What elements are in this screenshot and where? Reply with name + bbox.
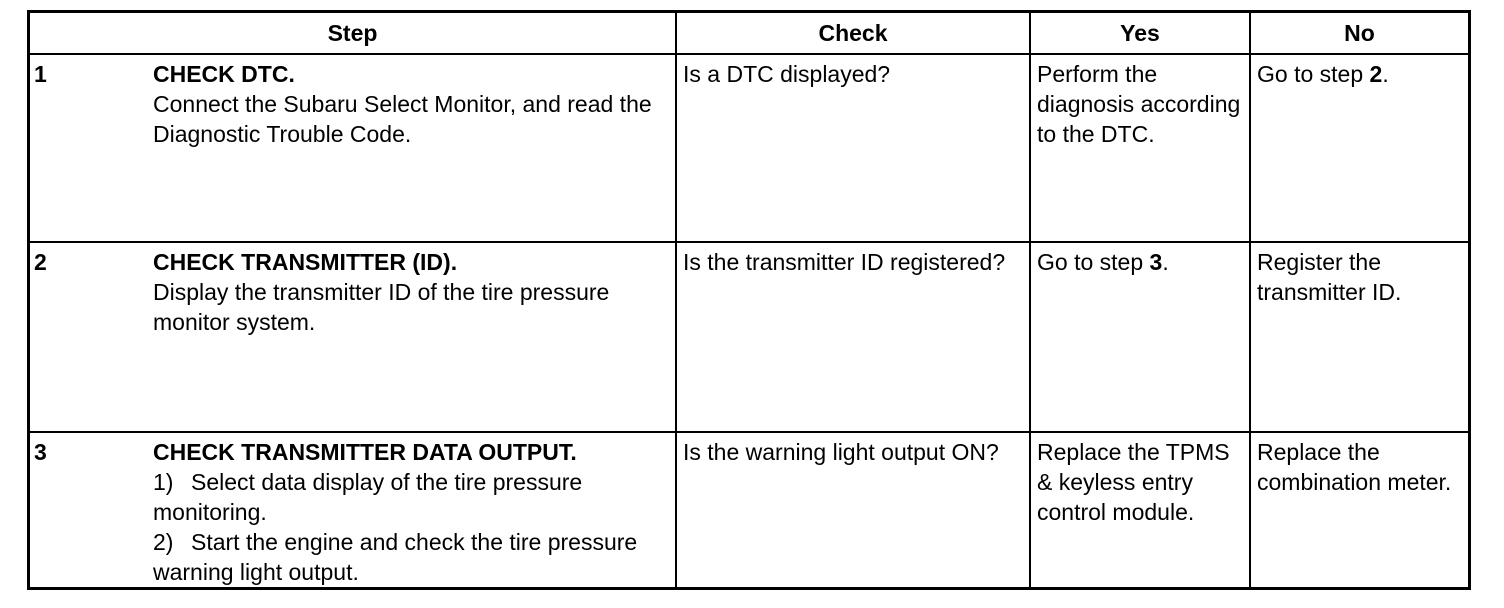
diagnostic-table-frame <box>27 10 1471 590</box>
yes-cell: Replace the TPMS & keyless entry control module. <box>1030 432 1250 588</box>
step-description: Display the transmitter ID of the tire pressure monitor system. <box>153 279 610 335</box>
sub-step-text: Start the engine and check the tire pressure warning light output. <box>153 529 638 585</box>
step-reference: 2 <box>1369 61 1383 87</box>
check-cell: Is the warning light output ON? <box>676 432 1030 588</box>
no-cell <box>1250 54 1468 242</box>
header-yes: Yes <box>1030 13 1250 54</box>
no-cell: Register the transmitter ID. <box>1250 242 1468 432</box>
yes-cell <box>1030 242 1250 432</box>
sub-step <box>153 527 669 587</box>
table-row <box>30 432 1468 588</box>
no-text: Go to step <box>1257 61 1370 87</box>
step-number: 1 <box>34 61 47 87</box>
check-cell: Is a DTC displayed? <box>676 54 1030 242</box>
no-text-suffix: . <box>1382 61 1389 87</box>
diagnostic-table <box>30 13 1468 588</box>
yes-text-suffix: . <box>1162 249 1169 275</box>
step-cell <box>30 432 676 588</box>
check-cell: Is the transmitter ID registered? <box>676 242 1030 432</box>
table-row <box>30 242 1468 432</box>
header-check: Check <box>676 13 1030 54</box>
sub-step-number: 1) <box>153 469 174 495</box>
no-cell: Replace the combination meter. <box>1250 432 1468 588</box>
step-description: Connect the Subaru Select Monitor, and read the Diagnostic Trouble Code. <box>153 91 652 147</box>
step-title: CHECK TRANSMITTER (ID). <box>153 249 458 275</box>
header-step: Step <box>30 13 676 54</box>
sub-step-text: Select data display of the tire pressure monitoring. <box>153 469 583 525</box>
step-number: 2 <box>34 249 47 275</box>
step-cell <box>30 242 676 432</box>
table-row <box>30 54 1468 242</box>
step-cell <box>30 54 676 242</box>
table-header-row <box>30 13 1468 54</box>
yes-text: Go to step <box>1037 249 1150 275</box>
step-title: CHECK TRANSMITTER DATA OUTPUT. <box>153 439 577 465</box>
step-reference: 3 <box>1149 249 1163 275</box>
step-title: CHECK DTC. <box>153 61 295 87</box>
header-no: No <box>1250 13 1468 54</box>
yes-cell: Perform the diagnosis according to the DTC. <box>1030 54 1250 242</box>
step-number: 3 <box>34 439 47 465</box>
sub-step-number: 2) <box>153 529 174 555</box>
sub-step <box>153 467 669 527</box>
